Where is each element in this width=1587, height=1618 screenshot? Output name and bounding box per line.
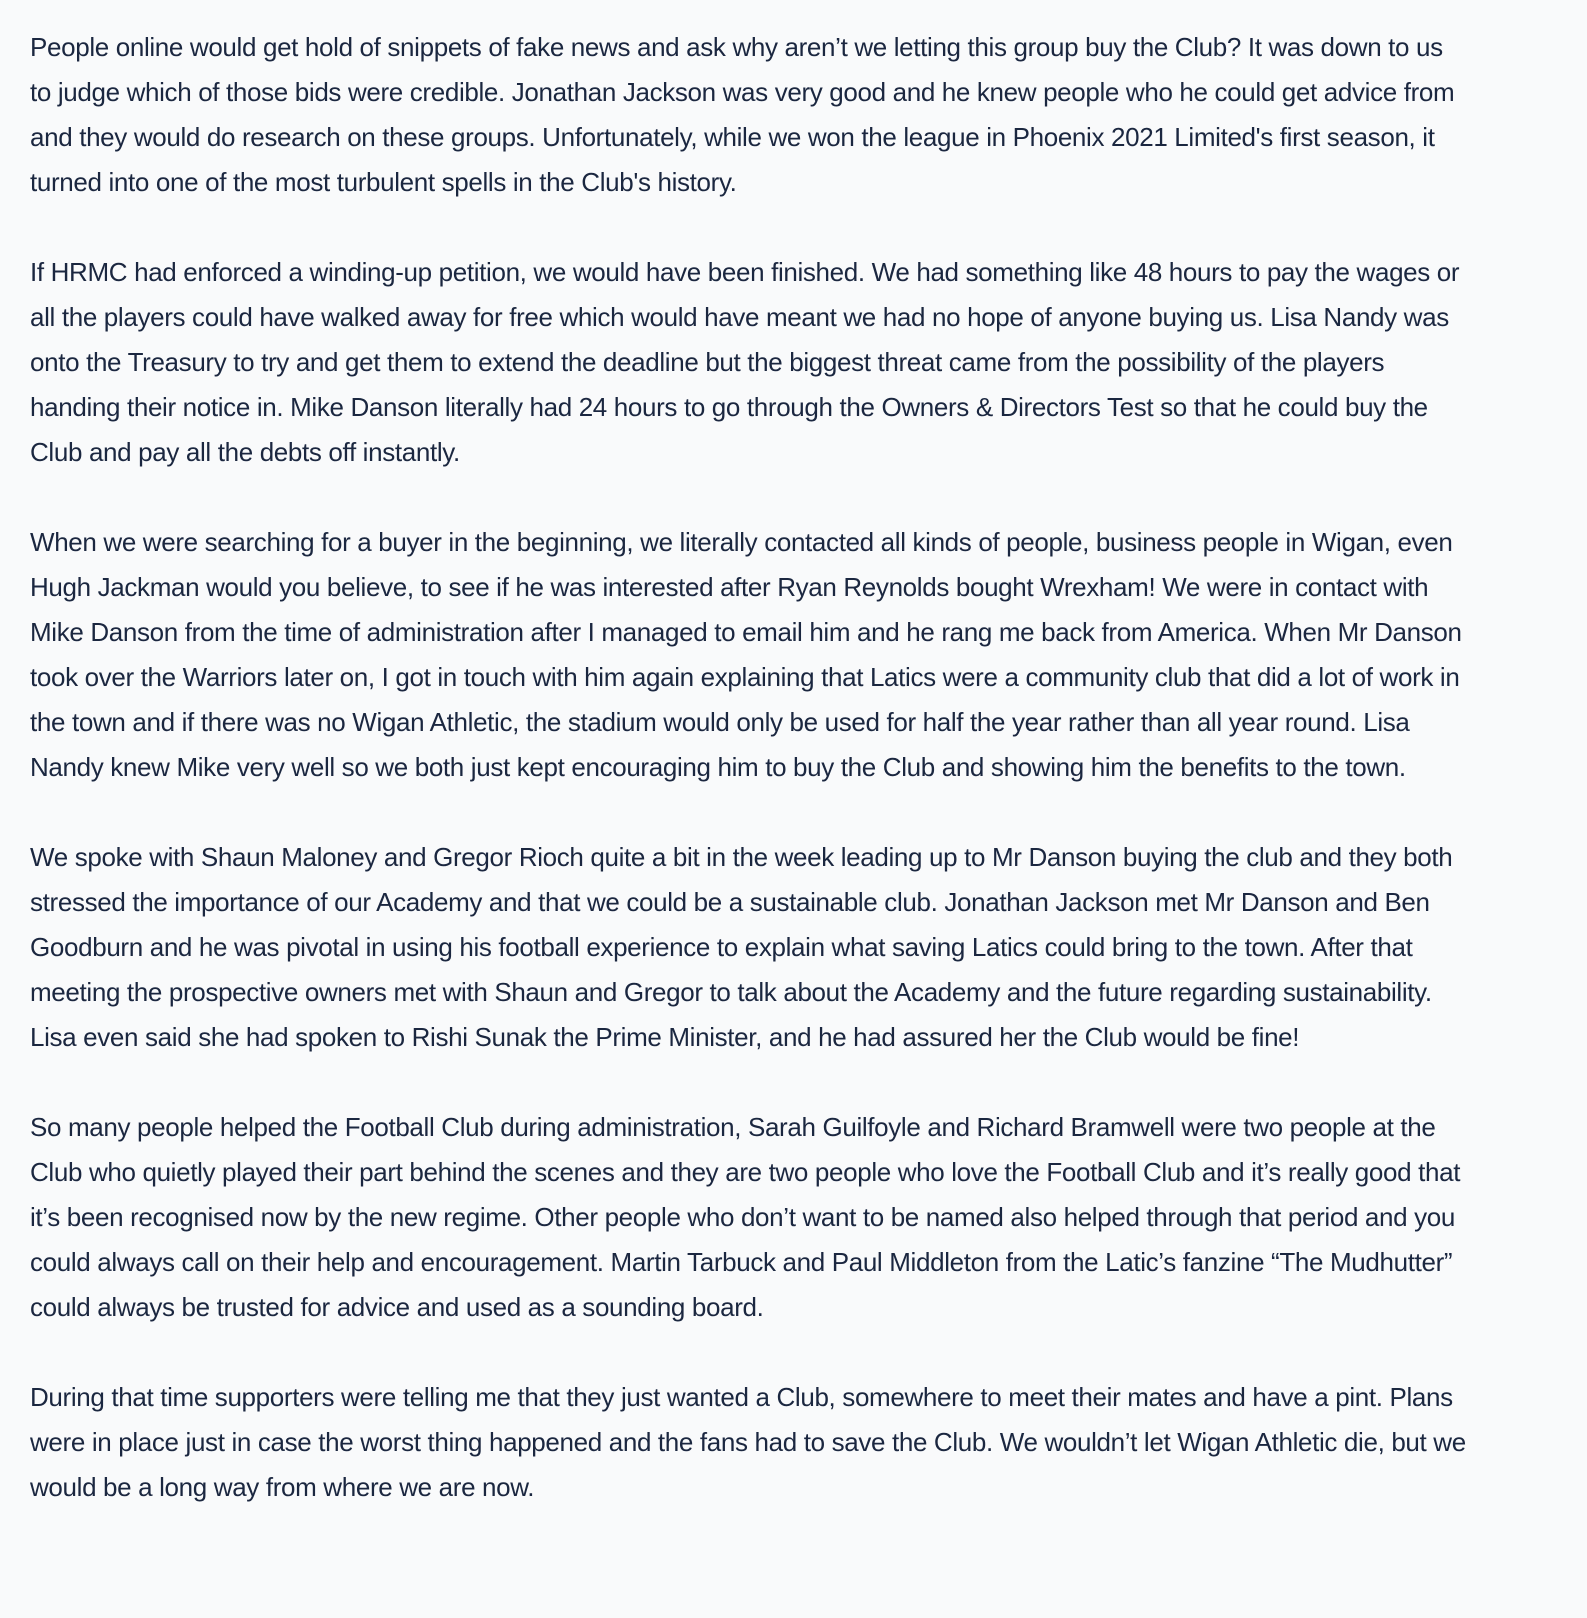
- paragraph-searching-for-buyer: When we were searching for a buyer in the beginning, we literally contacted all kinds of people, business people in Wigan, even Hugh Jackman would you believe, to see if he was interested after Ryan Reynolds bought Wrexham! We were in contact with Mike Danson from the time of administration after I managed to email him and he rang me back from America. When Mr Danson took over the Warriors later on, I got in touch with him again explaining that Latics were a community club that did a lot of work in the town and if there was no Wigan Athletic, the stadium would only be used for half the year rather than all year round. Lisa Nandy knew Mike very well so we both just kept encouraging him to buy the Club and showing him the benefits to the town.: [30, 527, 1462, 782]
- article-body: [30, 25, 1470, 1510]
- paragraph-academy-sustainability: We spoke with Shaun Maloney and Gregor Rioch quite a bit in the week leading up to Mr Danson buying the club and they both stressed the importance of our Academy and that we could be a sustainable club. Jonathan Jackson met Mr Danson and Ben Goodburn and he was pivotal in using his football experience to explain what saving Latics could bring to the town. After that meeting the prospective owners met with Shaun and Gregor to talk about the Academy and the future regarding sustainability. Lisa even said she had spoken to Rishi Sunak the Prime Minister, and he had assured her the Club would be fine!: [30, 842, 1453, 1052]
- paragraph-winding-up-petition: If HRMC had enforced a winding-up petition, we would have been finished. We had something like 48 hours to pay the wages or all the players could have walked away for free which would have meant we had no hope of anyone buying us. Lisa Nandy was onto the Treasury to try and get them to extend the deadline but the biggest threat came from the possibility of the players handing their notice in. Mike Danson literally had 24 hours to go through the Owners & Directors Test so that he could buy the Club and pay all the debts off instantly.: [30, 257, 1460, 467]
- paragraph-fake-news-bids: People online would get hold of snippets of fake news and ask why aren’t we letting this group buy the Club? It was down to us to judge which of those bids were credible. Jonathan Jackson was very good and he knew people who he could get advice from and they would do research on these groups. Unfortunately, while we won the league in Phoenix 2021 Limited's first season, it turned into one of the most turbulent spells in the Club's history.: [30, 32, 1455, 197]
- paragraph-supporters: During that time supporters were telling me that they just wanted a Club, somewhere to meet their mates and have a pint. Plans were in place just in case the worst thing happened and the fans had to save the Club. We wouldn’t let Wigan Athletic die, but we would be a long way from where we are now.: [30, 1382, 1466, 1502]
- paragraph-people-who-helped: So many people helped the Football Club during administration, Sarah Guilfoyle and Richard Bramwell were two people at the Club who quietly played their part behind the scenes and they are two people who love the Football Club and it’s really good that it’s been recognised now by the new regime. Other people who don’t want to be named also helped through that period and you could always call on their help and encouragement. Martin Tarbuck and Paul Middleton from the Latic’s fanzine “The Mudhutter” could always be trusted for advice and used as a sounding board.: [30, 1112, 1461, 1322]
